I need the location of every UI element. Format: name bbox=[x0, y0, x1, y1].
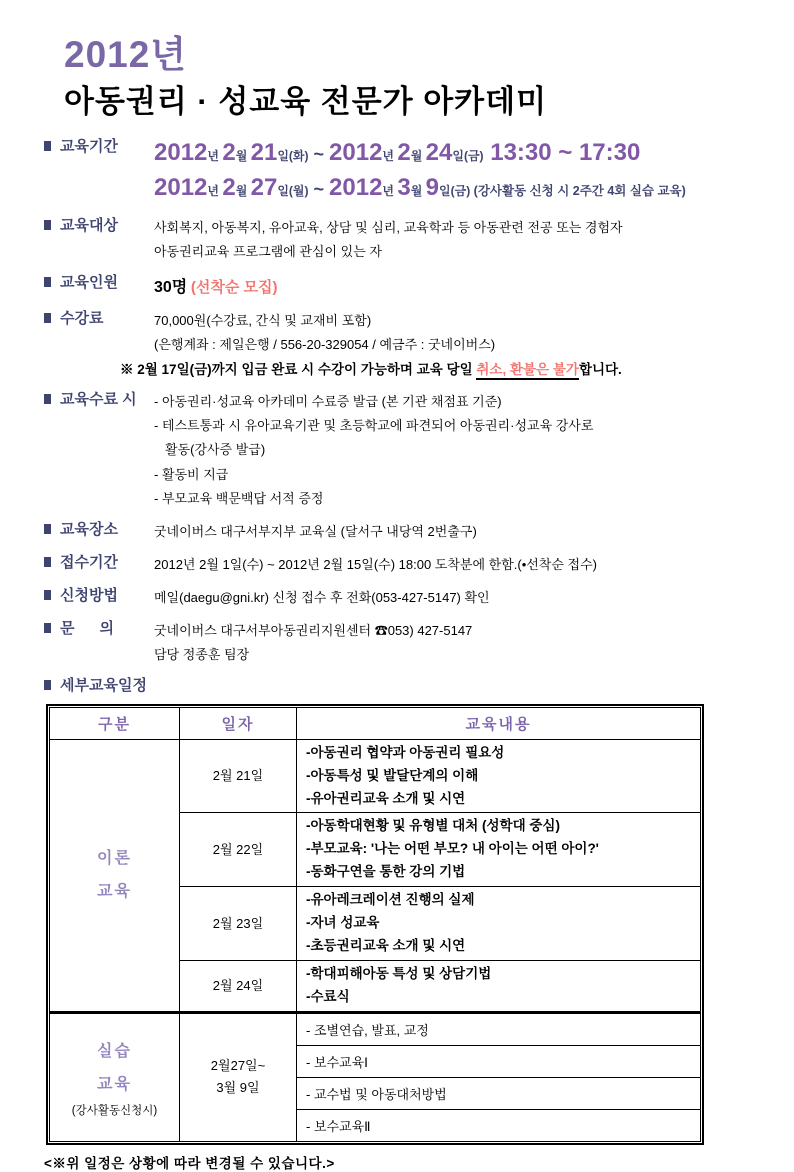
apply-method-text: 메일(daegu@gni.kr) 신청 접수 후 전화(053-427-5147) 확인 bbox=[154, 589, 490, 605]
period-label: 교육기간 bbox=[60, 137, 118, 155]
date-cell: 2월 21일 bbox=[180, 739, 297, 813]
content-line: -유아레크레이션 진행의 실제 bbox=[306, 892, 475, 908]
bullet-square-icon bbox=[44, 557, 51, 567]
content-line: -수료식 bbox=[306, 988, 350, 1004]
category-text: 이론 bbox=[97, 849, 132, 867]
content-line: -학대피해아동 특성 및 상담기법 bbox=[306, 965, 492, 981]
table-row bbox=[50, 739, 701, 813]
fee-label: 수강료 bbox=[60, 310, 104, 328]
target-line2: 아동권리교육 프로그램에 관심이 있는 자 bbox=[154, 243, 382, 259]
date-cell-practice bbox=[180, 1012, 297, 1141]
category-cell-theory bbox=[50, 739, 180, 1012]
section-schedule bbox=[44, 675, 748, 698]
year-title: 2012년 bbox=[64, 34, 188, 75]
completion-item: - 활동비 지급 bbox=[154, 466, 229, 482]
target-label: 교육대상 bbox=[60, 216, 118, 234]
section-fee bbox=[44, 308, 748, 382]
capacity-label: 교육인원 bbox=[60, 273, 118, 291]
bullet-square-icon bbox=[44, 394, 51, 404]
content-cell: - 교수법 및 아동대처방법 bbox=[297, 1077, 701, 1109]
content-cell bbox=[297, 887, 701, 961]
category-text: 교육 bbox=[97, 1076, 132, 1094]
content-cell: - 보수교육Ⅰ bbox=[297, 1045, 701, 1077]
schedule-table bbox=[49, 707, 701, 1142]
section-target bbox=[44, 215, 748, 265]
venue-label: 교육장소 bbox=[60, 520, 118, 538]
apply-period-label: 접수기간 bbox=[60, 553, 118, 571]
completion-item: - 테스트통과 시 유아교육기관 및 초등학교에 파견되어 아동권리·성교육 강사로 bbox=[154, 418, 594, 434]
content-line: -자녀 성교육 bbox=[306, 915, 380, 931]
bullet-square-icon bbox=[44, 277, 51, 287]
main-title: 아동권리 · 성교육 전문가 아카데미 bbox=[64, 83, 548, 119]
content-line: -동화구연을 통한 강의 기법 bbox=[306, 864, 466, 880]
fee-line2: (은행계좌 : 제일은행 / 556-20-329054 / 예금주 : 굿네이버스) bbox=[154, 337, 496, 353]
content-cell bbox=[297, 960, 701, 1012]
section-capacity bbox=[44, 272, 748, 301]
capacity-count: 30명 bbox=[154, 278, 188, 296]
completion-item: - 부모교육 백문백답 서적 증정 bbox=[154, 490, 324, 506]
date-cell: 2월 22일 bbox=[180, 813, 297, 887]
bullet-square-icon bbox=[44, 680, 51, 690]
apply-period-text: 2012년 2월 1일(수) ~ 2012년 2월 15일(수) 18:00 도착분에 한함.(•선착순 접수) bbox=[154, 556, 597, 572]
date-cell: 2월 24일 bbox=[180, 960, 297, 1012]
bullet-square-icon bbox=[44, 141, 51, 151]
content-line: -유아권리교육 소개 및 시연 bbox=[306, 790, 466, 806]
period-line1: 2012년 2월 21일(화) ~ 2012년 2월 24일(금) 13:30 ~ 17:30 bbox=[154, 138, 641, 166]
completion-item-continued: 활동(강사증 발급) bbox=[165, 442, 266, 458]
bullet-square-icon bbox=[44, 220, 51, 230]
content-line: -아동학대현황 및 유형별 대처 (성학대 중심) bbox=[306, 818, 560, 834]
capacity-note: (선착순 모집) bbox=[190, 278, 278, 296]
schedule-table-frame bbox=[46, 704, 704, 1145]
inquiry-line1: 굿네이버스 대구서부아동권리지원센터 ☎053) 427-5147 bbox=[154, 622, 473, 638]
period-line2: 2012년 2월 27일(월) ~ 2012년 3월 9일(금) (강사활동 신청 시 2주간 4회 실습 교육) bbox=[154, 173, 686, 201]
section-apply-period bbox=[44, 552, 748, 578]
col-header-content: 교육내용 bbox=[297, 707, 701, 739]
content-cell: - 조별연습, 발표, 교정 bbox=[297, 1012, 701, 1045]
bullet-square-icon bbox=[44, 590, 51, 600]
content-line: -아동특성 및 발달단계의 이해 bbox=[306, 767, 479, 783]
schedule-footnote: <※위 일정은 상황에 따라 변경될 수 있습니다.> bbox=[44, 1155, 335, 1171]
date-cell: 2월 23일 bbox=[180, 887, 297, 961]
date-line: 2월27일~ bbox=[210, 1058, 266, 1074]
category-note: (강사활동신청시) bbox=[71, 1104, 158, 1117]
content-cell: - 보수교육Ⅱ bbox=[297, 1109, 701, 1141]
section-venue bbox=[44, 519, 748, 545]
apply-method-label: 신청방법 bbox=[60, 586, 118, 604]
section-apply-method bbox=[44, 585, 748, 611]
content-line: -아동권리 협약과 아동권리 필요성 bbox=[306, 744, 505, 760]
inquiry-line2: 담당 정종훈 팀장 bbox=[154, 647, 250, 663]
category-cell-practice bbox=[50, 1012, 180, 1141]
col-header-category: 구분 bbox=[50, 707, 180, 739]
date-line: 3월 9일 bbox=[216, 1080, 260, 1096]
fee-line1: 70,000원(수강료, 간식 및 교재비 포함) bbox=[154, 313, 372, 329]
category-text: 교육 bbox=[97, 883, 132, 901]
bullet-square-icon bbox=[44, 524, 51, 534]
section-completion bbox=[44, 389, 748, 511]
venue-text: 굿네이버스 대구서부지부 교육실 (달서구 내당역 2번출구) bbox=[154, 523, 477, 539]
bullet-square-icon bbox=[44, 623, 51, 633]
target-line1: 사회복지, 아동복지, 유아교육, 상담 및 심리, 교육학과 등 아동관련 전공 또는 경험자 bbox=[154, 219, 623, 235]
completion-item: - 아동권리·성교육 아카데미 수료증 발급 (본 기관 채점표 기준) bbox=[154, 394, 502, 410]
content-line: -부모교육: '나는 어떤 부모? 내 아이는 어떤 아이?' bbox=[306, 841, 599, 857]
fee-warning: ※ 2월 17일(금)까지 입금 완료 시 수강이 가능하며 교육 당일 취소, 환불은 불가합니다. bbox=[120, 359, 748, 382]
inquiry-label: 문 의 bbox=[60, 619, 114, 637]
section-period bbox=[44, 136, 748, 208]
schedule-label: 세부교육일정 bbox=[60, 677, 147, 695]
content-cell bbox=[297, 813, 701, 887]
category-text: 실습 bbox=[97, 1042, 132, 1060]
content-line: -초등권리교육 소개 및 시연 bbox=[306, 938, 466, 954]
col-header-date: 일자 bbox=[180, 707, 297, 739]
table-row bbox=[50, 1012, 701, 1045]
section-inquiry bbox=[44, 618, 748, 668]
bullet-square-icon bbox=[44, 313, 51, 323]
content-cell bbox=[297, 739, 701, 813]
completion-label: 교육수료 시 bbox=[60, 391, 137, 409]
table-header-row bbox=[50, 707, 701, 739]
